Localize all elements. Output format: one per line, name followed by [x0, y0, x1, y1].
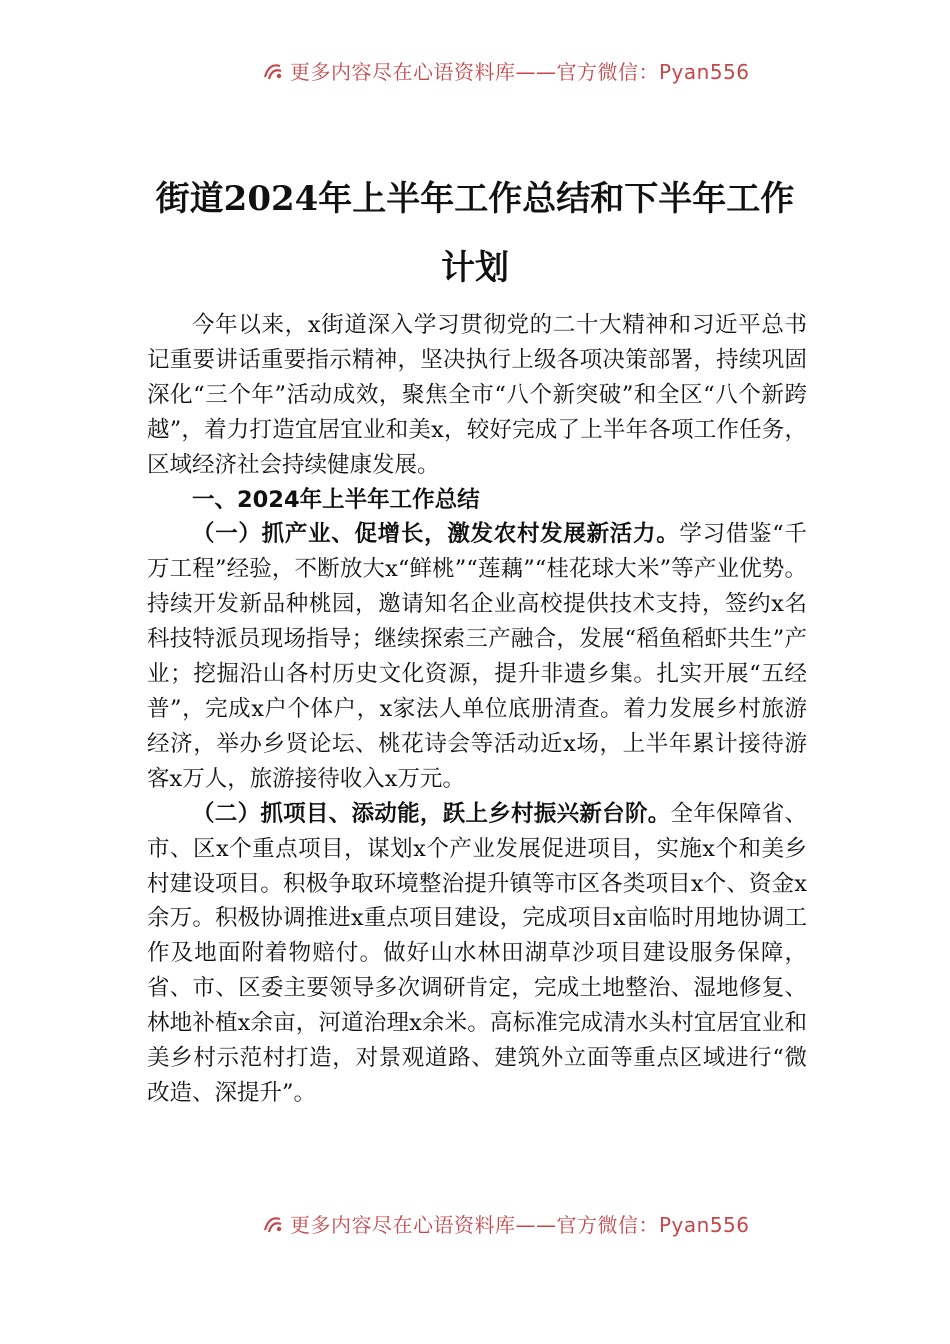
- item-body-1: 学习借鉴“千万工程”经验，不断放大x“鲜桃”“莲藕”“桂花球大米”等产业优势。持续开发新品种桃园，邀请知名企业高校提供技术支持，签约x名科技特派员现场指导；继续探索三产融合，发展“稻鱼稻虾共生”产业；挖掘沿山各村历史文化资源，提升非遗乡集。扎实开展“五经普”，完成x户个体户，x家法人单位底册清查。着力发展乡村旅游经济，举办乡贤论坛、桃花诗会等活动近x场，上半年累计接待游客x万人，旅游接待收入x万元。: [147, 521, 807, 792]
- item-lead-2: （二）抓项目、添动能，跃上乡村振兴新台阶。: [192, 800, 671, 827]
- document-title-line2: 计划: [441, 248, 509, 288]
- intro-paragraph: 今年以来，x街道深入学习贯彻党的二十大精神和习近平总书记重要讲话重要指示精神，坚决执行上级各项决策部署，持续巩固深化“三个年”活动成效，聚焦全市“八个新突破”和全区“八个新跨越”，着力打造宜居宜业和美x，较好完成了上半年各项工作任务，区域经济社会持续健康发展。: [147, 312, 807, 478]
- document-body: [147, 308, 807, 1111]
- document-title-line1: 街道2024年上半年工作总结和下半年工作: [155, 179, 795, 219]
- header-banner: [0, 50, 950, 90]
- item-paragraph-2: [147, 797, 807, 1111]
- item-body-2: 全年保障省、市、区x个重点项目，谋划x个产业发展促进项目，实施x个和美乡村建设项目。积极争取环境整治提升镇等市区各类项目x个、资金x余万。积极协调推进x重点项目建设，完成项目x亩临时用地协调工作及地面附着物赔付。做好山水林田湖草沙项目建设服务保障，省、市、区委主要领导多次调研肯定，完成土地整治、湿地修复、林地补植x余亩，河道治理x余米。高标准完成清水头村宜居宜业和美乡村示范村打造，对景观道路、建筑外立面等重点区域进行“微改造、深提升”。: [147, 800, 807, 1106]
- footer-banner-text: 更多内容尽在心语资料库——官方微信：Pyan556: [290, 1213, 750, 1237]
- brand-logo-icon: [262, 60, 284, 82]
- section-heading: 一、2024年上半年工作总结: [192, 486, 480, 513]
- footer-banner: [0, 1203, 950, 1243]
- item-paragraph-1: [147, 517, 807, 796]
- item-lead-1: （一）抓产业、促增长，激发农村发展新活力。: [192, 521, 680, 548]
- header-banner-text: 更多内容尽在心语资料库——官方微信：Pyan556: [290, 60, 750, 84]
- brand-logo-icon: [262, 1213, 284, 1235]
